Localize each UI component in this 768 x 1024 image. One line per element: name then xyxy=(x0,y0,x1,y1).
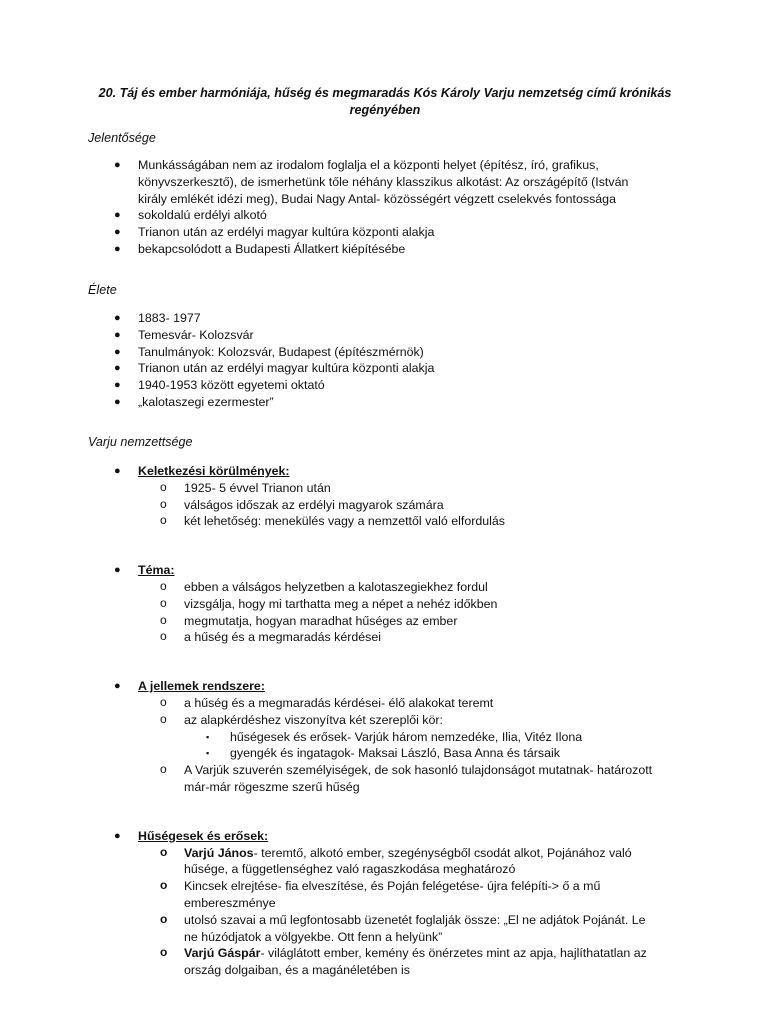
bullet-icon: ● xyxy=(114,312,121,324)
list-item-text: már-már rögeszme szerű hűség xyxy=(184,779,360,794)
list-item xyxy=(0,513,768,530)
list-item-text: utolsó szavai a mű legfontosabb üzenetét foglalják össze: „El ne adjátok Pojánát. Le xyxy=(184,912,646,927)
subheading-tema: Téma: xyxy=(138,563,175,578)
list-item xyxy=(0,712,768,729)
bullet-icon: ● xyxy=(114,209,121,222)
circle-bullet-icon: o xyxy=(160,578,167,593)
list-item-text: embereszménye xyxy=(184,895,276,910)
bullet-icon: ● xyxy=(114,564,121,577)
list-item xyxy=(0,678,768,695)
list-item-text: megmutatja, hogyan maradhat hűséges az ember xyxy=(184,613,458,628)
list-item-text: a hűség és a megmaradás kérdései- élő alakokat teremt xyxy=(184,695,494,710)
list-item-text: Trianon után az erdélyi magyar kultúra központi alakja xyxy=(138,225,435,240)
list-item-text: Tanulmányok: Kolozsvár, Budapest (építészmérnök) xyxy=(138,344,424,359)
list-item xyxy=(0,613,768,630)
circle-bullet-icon: o xyxy=(160,513,167,528)
spacer xyxy=(0,646,768,662)
jelentosege-list xyxy=(0,157,768,258)
list-item xyxy=(0,497,768,514)
bullet-icon: ● xyxy=(114,680,121,693)
subheading-husegesek: Hűségesek és erősek: xyxy=(138,828,269,843)
circle-bullet-icon: o xyxy=(160,612,167,627)
list-item-text: 1925- 5 évvel Trianon után xyxy=(184,480,331,495)
spacer xyxy=(0,530,768,546)
circle-bullet-icon: o xyxy=(160,595,167,610)
list-item-text: könyvszerkesztő), de ismerhetünk tőle néhány klasszikus alkotást: Az országépítő (István xyxy=(138,174,629,189)
list-item-text: sokoldalú erdélyi alkotó xyxy=(138,208,267,223)
list-item xyxy=(0,157,768,207)
list-item-text: hűsége, a függetlenséghez való ragaszkodása meghatározó xyxy=(184,862,516,877)
heading-elete: Élete xyxy=(88,283,117,297)
list-item-text-rest: - világlátott ember, kemény és önérzetes mint az apja, hajlíthatatlan az xyxy=(260,946,647,961)
circle-bullet-icon: o xyxy=(160,878,168,893)
list-item xyxy=(0,945,768,979)
spacer xyxy=(0,546,768,562)
list-item-text: 1940-1953 között egyetemi oktató xyxy=(138,378,325,393)
list-item xyxy=(0,629,768,646)
list-item-text: hűségesek és erősek- Varjúk három nemzedéke, Ilia, Vitéz Ilona xyxy=(230,729,583,744)
circle-bullet-icon: o xyxy=(160,762,167,777)
circle-bullet-icon: o xyxy=(160,629,167,644)
list-item xyxy=(0,845,768,879)
list-item-text xyxy=(184,945,686,962)
list-item-text: ebben a válságos helyzetben a kalotaszegiekhez fordul xyxy=(184,579,488,594)
list-item-text: ne húzódjatok a völgyekbe. Ott fenn a helyünk” xyxy=(184,929,443,944)
heading-varju: Varju nemzettsége xyxy=(88,435,193,449)
elete-list xyxy=(0,310,768,411)
list-item-text xyxy=(184,845,686,862)
list-item-text: két lehetőség: menekülés vagy a nemzettől való elfordulás xyxy=(184,514,505,529)
list-item-text: Trianon után az erdélyi magyar kultúra központi alakja xyxy=(138,361,435,376)
list-item xyxy=(0,463,768,480)
list-item xyxy=(0,377,768,394)
list-item-text: a hűség és a megmaradás kérdései xyxy=(184,630,381,645)
list-item xyxy=(0,241,768,258)
list-item-text: bekapcsolódott a Budapesti Állatkert kiépítésébe xyxy=(138,241,406,256)
list-item-text: király emlékét idézi meg), Budai Nagy Antal- közösségért végzett cselekvés fontossága xyxy=(138,191,616,206)
circle-bullet-icon: o xyxy=(160,479,167,494)
list-item xyxy=(0,579,768,596)
list-item xyxy=(0,310,768,327)
list-item-text-rest: - teremtő, alkotó ember, szegénységből csodát alkot, Pojánához való xyxy=(253,845,632,860)
spacer xyxy=(0,662,768,678)
heading-jelentosege: Jelentősége xyxy=(88,131,156,145)
bullet-icon: ● xyxy=(114,829,121,842)
list-item-text: ország dolgaiban, és a magánéletében is xyxy=(184,963,410,978)
list-item-text: vizsgálja, hogy mi tarthatta meg a népet a nehéz időkben xyxy=(184,596,498,611)
list-item xyxy=(0,878,768,912)
circle-bullet-icon: o xyxy=(160,711,167,726)
list-item xyxy=(0,762,768,796)
character-name: Varjú János xyxy=(184,845,254,860)
spacer xyxy=(0,796,768,812)
list-item xyxy=(0,360,768,377)
square-bullet-icon: ▪ xyxy=(206,731,210,742)
list-item xyxy=(0,912,768,946)
bullet-icon: ● xyxy=(114,362,121,375)
circle-bullet-icon: o xyxy=(160,945,168,960)
list-item-text: az alapkérdéshez viszonyítva két szereplői kör: xyxy=(184,712,443,727)
list-item-text: Munkásságában nem az irodalom foglalja el a központi helyet (építész, író, grafikus, xyxy=(138,158,599,172)
bullet-icon: ● xyxy=(114,226,121,239)
list-item xyxy=(0,828,768,845)
circle-bullet-icon: o xyxy=(160,844,168,859)
list-item xyxy=(0,729,768,746)
list-item xyxy=(0,695,768,712)
list-item-text: Kincsek elrejtése- fia elveszítése, és Poján felégetése- újra felépíti-> ő a mű xyxy=(184,879,601,894)
list-item xyxy=(0,327,768,344)
list-item xyxy=(0,562,768,579)
list-item xyxy=(0,394,768,411)
bullet-icon: ● xyxy=(114,465,121,477)
circle-bullet-icon: o xyxy=(160,496,167,511)
list-item-text: gyengék és ingatagok- Maksai László, Basa Anna és társaik xyxy=(230,746,560,761)
subheading-jellemek: A jellemek rendszere: xyxy=(138,679,265,694)
bullet-icon: ● xyxy=(114,328,121,341)
bullet-icon: ● xyxy=(114,379,121,392)
character-name: Varjú Gáspár xyxy=(184,946,261,961)
list-item-text: válságos időszak az erdélyi magyarok számára xyxy=(184,497,444,512)
list-item xyxy=(0,596,768,613)
varju-list xyxy=(0,463,768,979)
square-bullet-icon: ▪ xyxy=(206,748,210,759)
spacer xyxy=(0,812,768,828)
list-item xyxy=(0,207,768,224)
title-line-2: regényében xyxy=(349,103,421,117)
list-item-text: 1883- 1977 xyxy=(138,311,201,325)
list-item xyxy=(0,224,768,241)
circle-bullet-icon: o xyxy=(160,694,167,709)
list-item-text: „kalotaszegi ezermester” xyxy=(138,394,274,409)
list-item xyxy=(0,745,768,762)
page-title xyxy=(88,85,682,119)
list-item-text: A Varjúk szuverén személyiségek, de sok hasonló tulajdonságot mutatnak- határozott xyxy=(184,763,653,778)
list-item xyxy=(0,344,768,361)
bullet-icon: ● xyxy=(114,345,121,358)
title-line-1: 20. Táj és ember harmóniája, hűség és megmaradás Kós Károly Varju nemzetség című krónikás xyxy=(98,86,672,100)
subheading-keletkezes: Keletkezési körülmények: xyxy=(138,464,290,478)
circle-bullet-icon: o xyxy=(160,911,168,926)
bullet-icon: ● xyxy=(114,159,121,171)
bullet-icon: ● xyxy=(114,242,121,255)
list-item xyxy=(0,480,768,497)
list-item-text: Temesvár- Kolozsvár xyxy=(138,327,254,342)
bullet-icon: ● xyxy=(114,395,121,408)
